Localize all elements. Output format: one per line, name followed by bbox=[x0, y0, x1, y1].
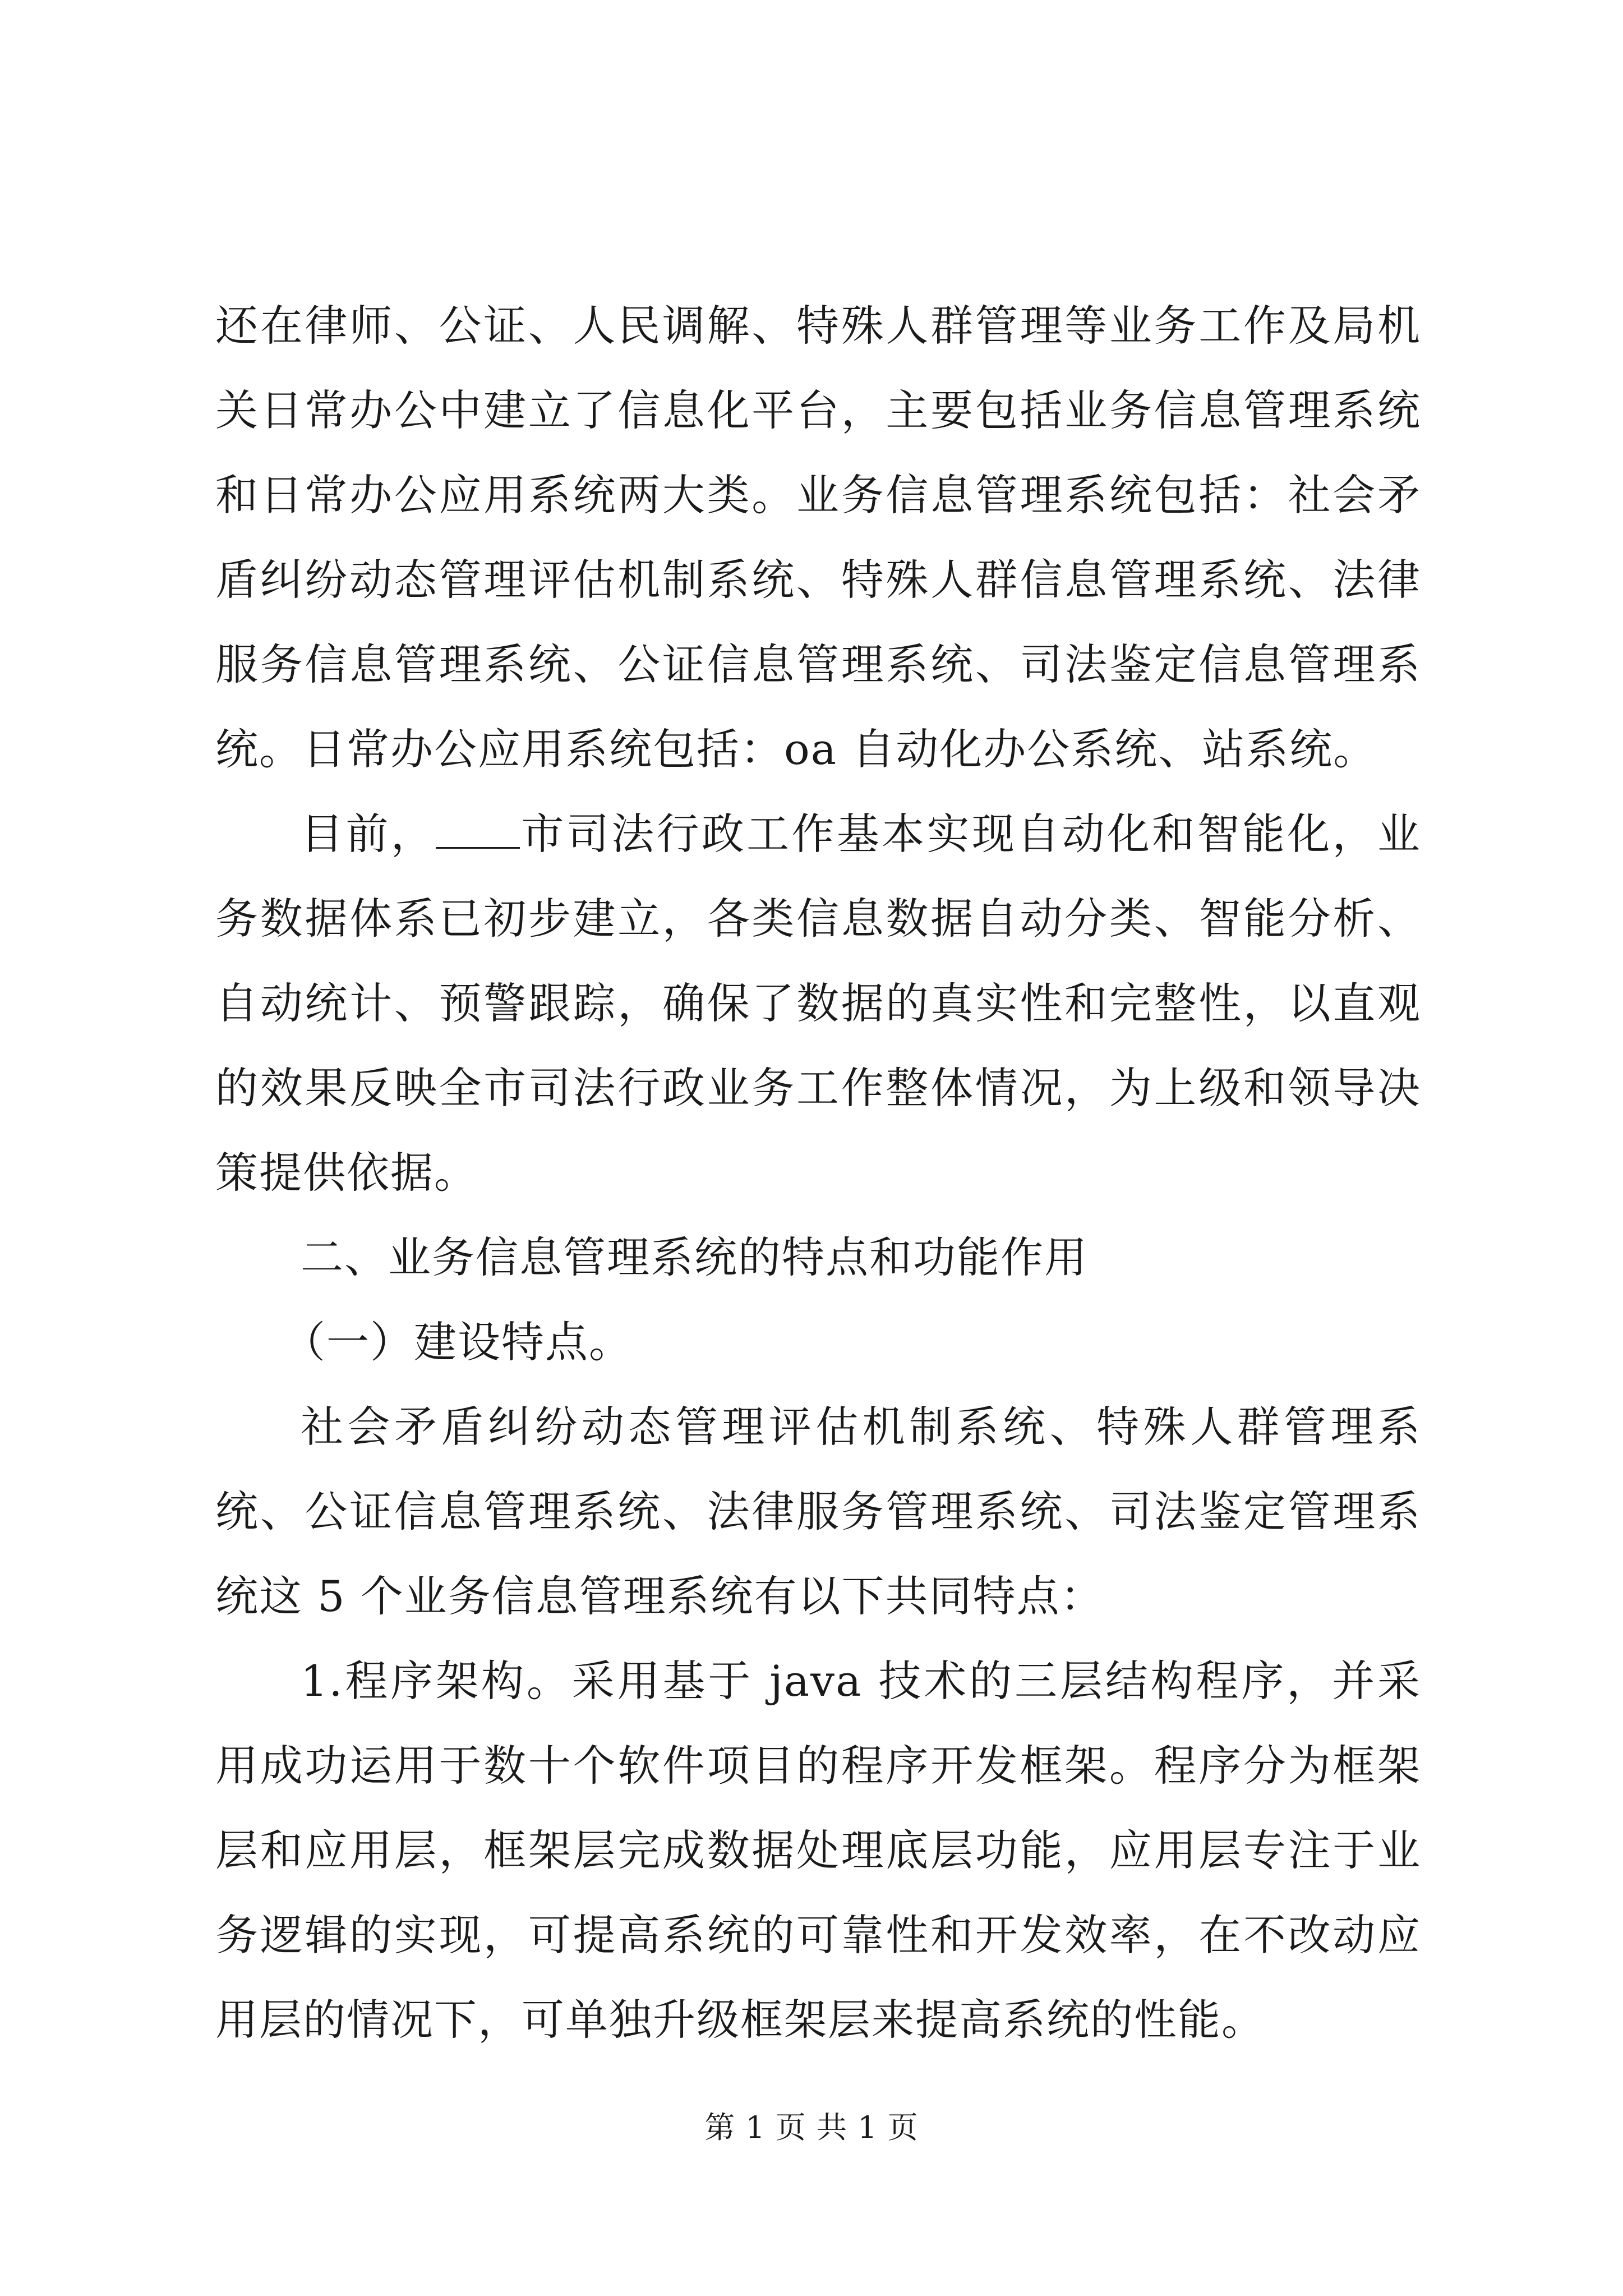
paragraph-3: 社会矛盾纠纷动态管理评估机制系统、特殊人群管理系统、公证信息管理系统、法律服务管理系统、司法鉴定管理系统这 5 个业务信息管理系统有以下共同特点： bbox=[215, 1402, 1421, 1621]
page-footer: 第 1 页 共 1 页 bbox=[704, 2110, 919, 2145]
blank-underline bbox=[436, 813, 520, 849]
paragraph-2 bbox=[215, 792, 1421, 1215]
paragraph-4: 1.程序架构。采用基于 java 技术的三层结构程序，并采用成功运用于数十个软件项目的程序开发框架。程序分为框架层和应用层，框架层完成数据处理底层功能，应用层专注于业务逻辑的实现，可提高系统的可靠性和开发效率，在不改动应用层的情况下，可单独升级框架层来提高系统的性能。 bbox=[215, 1656, 1421, 2045]
paragraph-2-text: 市司法行政工作基本实现自动化和智能化，业务数据体系已初步建立，各类信息数据自动分类、智能分析、自动统计、预警跟踪，确保了数据的真实性和完整性，以直观的效果反映全市司法行政业务工作整体情况，为上级和领导决策提供依据。 bbox=[215, 809, 1422, 1198]
document-body bbox=[215, 283, 1421, 2062]
section-heading-2: 二、业务信息管理系统的特点和功能作用 bbox=[301, 1232, 1088, 1282]
paragraph-2-prefix: 目前， bbox=[301, 809, 436, 859]
subsection-heading-1: （一）建设特点。 bbox=[283, 1317, 633, 1367]
paragraph-1: 还在律师、公证、人民调解、特殊人群管理等业务工作及局机关日常办公中建立了信息化平台，主要包括业务信息管理系统和日常办公应用系统两大类。业务信息管理系统包括：社会矛盾纠纷动态管理评估机制系统、特殊人群信息管理系统、法律服务信息管理系统、公证信息管理系统、司法鉴定信息管理系统。日常办公应用系统包括：oa 自动化办公系统、站系统。 bbox=[215, 301, 1421, 774]
